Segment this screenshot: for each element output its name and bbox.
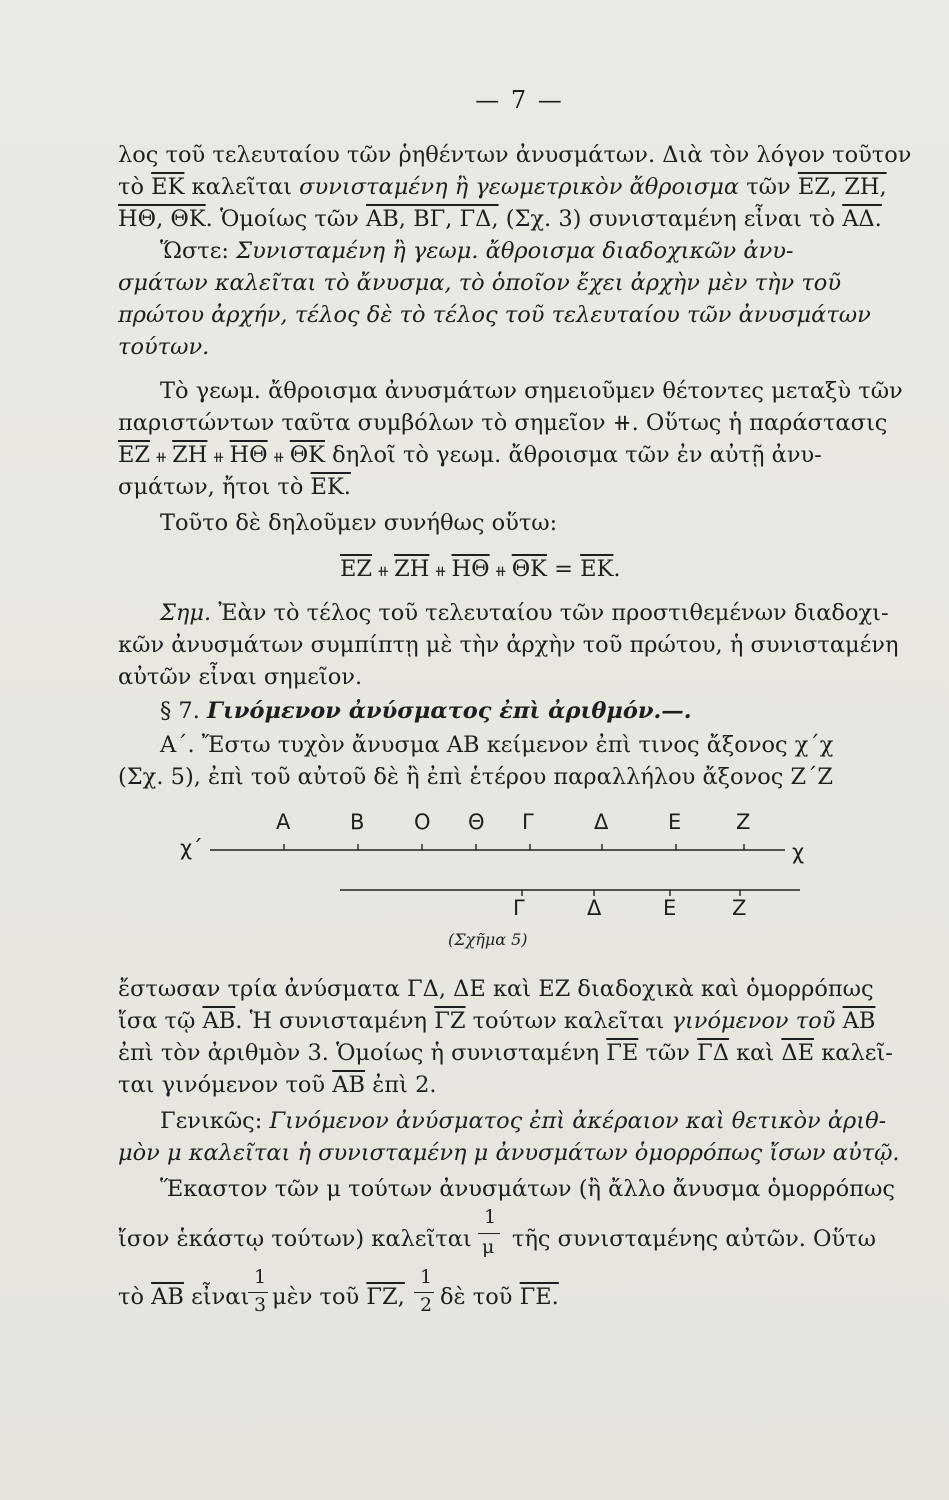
text-line-26: Ἕκαστον τῶν μ τούτων ἀνυσμάτων (ἢ ἄλλο ἄνυσμα ὁμορρόπως xyxy=(160,1176,895,1202)
text-line-20: ἔστωσαν τρία ἀνύσματα ΓΔ, ΔΕ καὶ ΕΖ διαδοχικὰ καὶ ὁμορρόπως xyxy=(118,976,874,1002)
fraction-bar xyxy=(248,1292,268,1293)
text-line-3: ΗΘ, ΘΚ. Ὁμοίως τῶν ΑΒ, ΒΓ, ΓΔ, (Σχ. 3) συνισταμένη εἶναι τὸ ΑΔ. xyxy=(118,206,882,232)
fraction-1-mu-den: μ xyxy=(482,1236,495,1258)
fraction-1-2-den: 2 xyxy=(420,1294,433,1316)
text-line-14: Σημ. Ἐὰν τὸ τέλος τοῦ τελευταίου τῶν προστιθεμένων διαδοχι- xyxy=(160,600,889,626)
text-line-15: κῶν ἀνυσμάτων συμπίπτῃ μὲ τὴν ἀρχὴν τοῦ πρώτου, ἡ συνισταμένη xyxy=(118,632,899,658)
text-line-23: ται γινόμενον τοῦ $\overline{AB}$ ἐπὶ 2. xyxy=(118,1072,437,1098)
text-line-27: ἴσον ἑκάστῳ τούτων) καλεῖται xyxy=(118,1226,472,1252)
text-line-22: ἐπὶ τὸν ἀριθμὸν 3. Ὁμοίως ἡ συνισταμένη $\overline{\Gamma E}$ τῶν $\overline{\Gamma\Delta}$ καὶ $\overline{\Delta E}$ καλεῖ- xyxy=(118,1040,893,1066)
text-line-12: Τοῦτο δὲ δηλοῦμεν συνήθως οὕτω: xyxy=(160,510,558,536)
fraction-1-3-den: 3 xyxy=(254,1294,267,1316)
text-line-1: λος τοῦ τελευταίου τῶν ῥηθέντων ἀνυσμάτων. Διὰ τὸν λόγον τοῦτον xyxy=(118,142,912,168)
fraction-1-mu-num: 1 xyxy=(484,1206,497,1228)
bottom-label-G: Γ xyxy=(513,896,525,920)
text-line-28: τὸ $\overline{AB}$ εἶναι xyxy=(118,1284,250,1310)
text-line-19: (Σχ. 5), ἐπὶ τοῦ αὐτοῦ δὲ ἢ ἐπὶ ἑτέρου παραλλήλου ἄξονος Ζ΄Ζ xyxy=(118,764,834,790)
point-label-B: Β xyxy=(350,810,365,834)
bottom-label-E: Ε xyxy=(663,896,677,920)
text-line-21: ἴσα τῷ $\overline{AB}$. Ἡ συνισταμένη $\overline{\Gamma Z}$ τούτων καλεῖται γινόμενον τοῦ $\overline{AB}$ xyxy=(118,1008,876,1034)
fraction-bar xyxy=(414,1292,434,1293)
page-number: — 7 — xyxy=(475,86,564,114)
bottom-label-Z: Ζ xyxy=(732,896,747,920)
text-line-2: τὸ $\overline{EK}$ καλεῖται συνισταμένη ἢ γεωμετρικὸν ἄθροισμα τῶν ΕΖ, ΖΗ, xyxy=(118,174,887,200)
equation-line: $\overline{EZ}$ ⧺ $\overline{ZH}$ ⧺ $\overline{H\Theta}$ ⧺ $\overline{\Theta K} = \overline{EK}$. xyxy=(340,556,621,582)
point-label-Th: Θ xyxy=(468,810,485,834)
axis-label-right: χ xyxy=(792,840,805,864)
text-line-24: Γενικῶς: Γινόμενον ἀνύσματος ἐπὶ ἀκέραιον καὶ θετικὸν ἀριθ- xyxy=(160,1108,887,1134)
text-line-5: σμάτων καλεῖται τὸ ἄνυσμα, τὸ ὁποῖον ἔχει ἀρχὴν μὲν τὴν τοῦ xyxy=(118,270,841,296)
text-line-18: Α΄. Ἔστω τυχὸν ἄνυσμα ΑΒ κείμενον ἐπὶ τινος ἄξονος χ΄χ xyxy=(160,732,834,758)
text-line-8: Τὸ γεωμ. ἄθροισμα ἀνυσμάτων σημειοῦμεν θέτοντες μεταξὺ τῶν xyxy=(160,378,903,404)
text-line-11: σμάτων, ἤτοι τὸ ΕΚ. xyxy=(118,474,351,500)
figure-5 xyxy=(180,810,840,970)
point-label-G: Γ xyxy=(522,810,534,834)
text-line-25: μὸν μ καλεῖται ἡ συνισταμένη μ ἀνυσμάτων ὁμορρόπως ἴσων αὐτῷ. xyxy=(118,1140,900,1166)
point-label-Z: Ζ xyxy=(736,810,751,834)
section-heading: § 7. Γινόμενον ἀνύσματος ἐπὶ ἀριθμόν.—. xyxy=(160,698,692,724)
point-label-O: Ο xyxy=(414,810,431,834)
text-line-7: τούτων. xyxy=(118,334,210,360)
text-line-28b: μὲν τοῦ ΓΖ, xyxy=(272,1284,405,1310)
text-line-9: παριστώντων ταῦτα συμβόλων τὸ σημεῖον ⧺. Οὕτως ἡ παράστασις xyxy=(118,410,888,436)
text-line-28c: δὲ τοῦ ΓΕ. xyxy=(440,1284,559,1310)
point-label-E: Ε xyxy=(668,810,682,834)
point-label-A: Α xyxy=(276,810,291,834)
text-line-27b: τῆς συνισταμένης αὐτῶν. Οὕτω xyxy=(512,1226,876,1252)
text-line-4: Ὥστε: Συνισταμένη ἢ γεωμ. ἄθροισμα διαδοχικῶν ἀνυ- xyxy=(160,238,794,264)
text-line-6: πρώτου ἀρχήν, τέλος δὲ τὸ τέλος τοῦ τελευταίου τῶν ἀνυσμάτων xyxy=(118,302,871,328)
axis-label-left: χ΄ xyxy=(180,836,203,860)
bottom-label-D: Δ xyxy=(587,896,602,920)
point-label-D: Δ xyxy=(594,810,609,834)
text-line-10: $\overline{EZ}$ ⧺ $\overline{ZH}$ ⧺ $\overline{H\Theta}$ ⧺ $\overline{\Theta K}$ δηλοῖ τὸ γεωμ. ἄθροισμα τῶν ἐν αὐτῇ ἀνυ- xyxy=(118,442,822,468)
text-line-16: αὐτῶν εἶναι σημεῖον. xyxy=(118,664,363,690)
fraction-1-3-num: 1 xyxy=(254,1266,267,1288)
figure-caption: (Σχῆμα 5) xyxy=(448,930,528,949)
fraction-1-2-num: 1 xyxy=(420,1266,433,1288)
fraction-bar xyxy=(478,1233,500,1234)
